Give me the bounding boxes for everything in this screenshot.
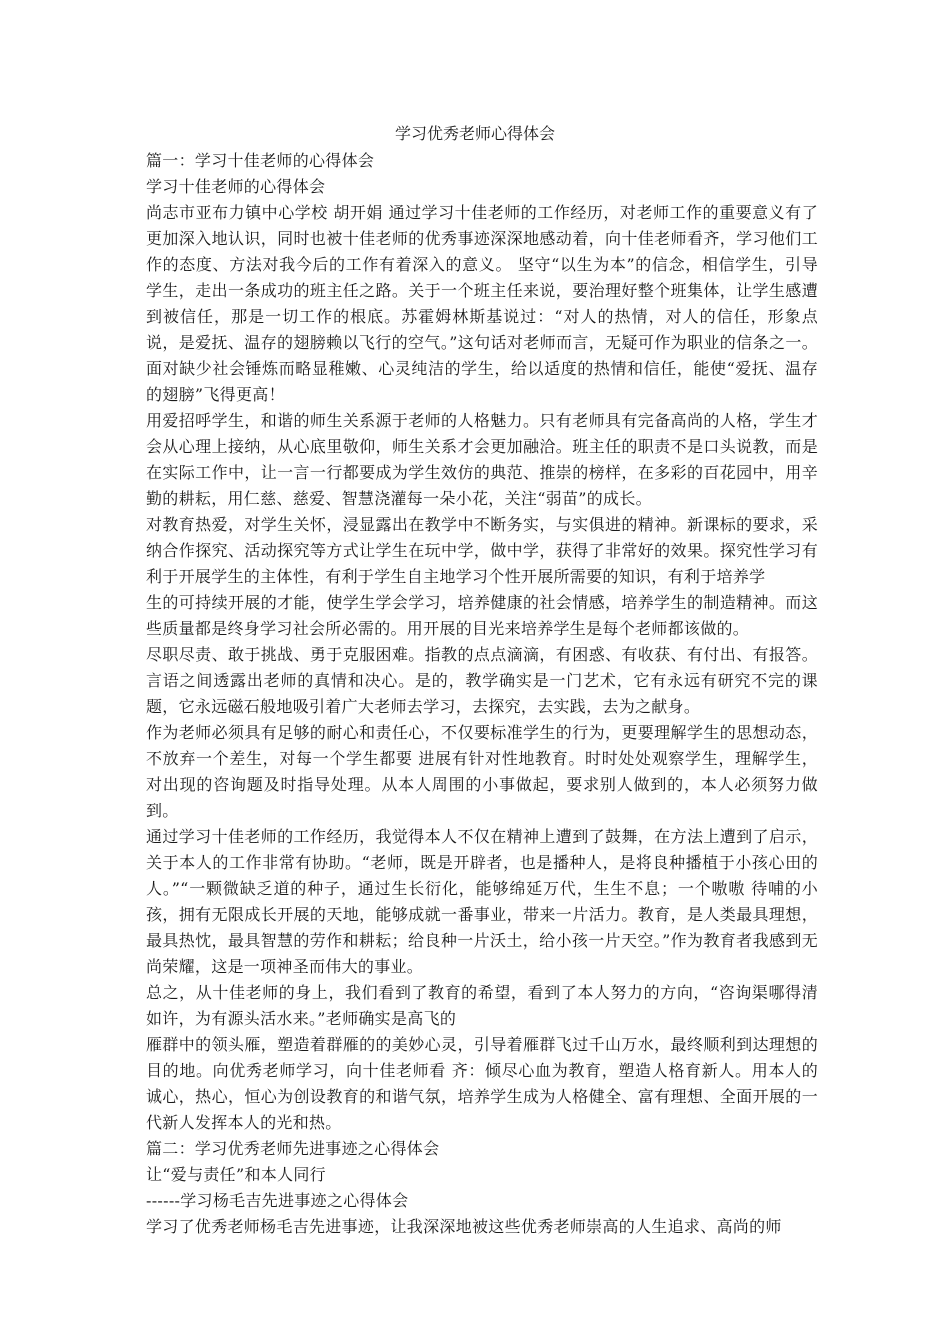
paragraph: 作为老师必须具有足够的耐心和责任心，不仅要标准学生的行为，更要理解学生的思想动态，不放弃一个差生，对每一个学生都要 进展有针对性地教育。时时处处观察学生，理解学生，对出现的咨询题及时指导处理。从本人周围的小事做起，要求别人做到的，本人必须努力做到。 xyxy=(146,723,818,820)
article-title: 让“爱与责任”和本人同行 xyxy=(146,1165,326,1184)
paragraph: 用爱招呼学生，和谐的师生关系源于老师的人格魅力。只有老师具有完备高尚的人格，学生才会从心理上接纳，从心底里敬仰，师生关系才会更加融洽。班主任的职责不是口头说教，而是在实际工作中，让一言一行都要成为学生效仿的典范、推崇的榜样，在多彩的百花园中，用辛勤的耕耘，用仁慈、慈爱、智慧浇灌每一朵小花，关注“弱苗”的成长。 xyxy=(146,411,818,508)
paragraph: 尽职尽责、敢于挑战、勇于克服困难。指教的点点滴滴，有困惑、有收获、有付出、有报答。言语之间透露出老师的真情和决心。是的，教学确实是一门艺术，它有永远有研究不完的课题，它永远磁石般地吸引着广大老师去学习，去探究，去实践，去为之献身。 xyxy=(146,645,818,716)
paragraph: 学习了优秀老师杨毛吉先进事迹，让我深深地被这些优秀老师崇高的人生追求、高尚的师 xyxy=(146,1217,782,1236)
section-heading: 篇一：学习十佳老师的心得体会 xyxy=(146,151,375,170)
paragraph: 尚志市亚布力镇中心学校 胡开娟 通过学习十佳老师的工作经历，对老师工作的重要意义有了更加深入地认识，同时也被十佳老师的优秀事迹深深地感动着，向十佳老师看齐，学习他们工作的态度、方法对我今后的工作有着深入的意义。 坚守“以生为本”的信念，相信学生，引导学生，走出一条成功的班主任之路。关于一个班主任来说，要治理好整个班集体，让学生感遭到被信任，那是一切工作的根底。苏霍姆林斯基说过：“对人的热情，对人的信任，形象点说，是爱抚、温存的翅膀赖以飞行的空气。”这句话对老师而言，无疑可作为职业的信条之一。面对缺少社会锤炼而略显稚嫩、心灵纯洁的学生，给以适度的热情和信任，能使“爱抚、温存的翅膀”飞得更高！ xyxy=(146,203,818,404)
paragraph: 对教育热爱，对学生关怀，浸显露出在教学中不断务实，与实俱进的精神。新课标的要求，采纳合作探究、活动探究等方式让学生在玩中学，做中学，获得了非常好的效果。探究性学习有利于开展学生的主体性，有利于学生自主地学习个性开展所需要的知识，有利于培养学 xyxy=(146,515,818,586)
paragraph: 生的可持续开展的才能，使学生学会学习，培养健康的社会情感，培养学生的制造精神。而这些质量都是终身学习社会所必需的。用开展的目光来培养学生是每个老师都该做的。 xyxy=(146,593,818,638)
paragraph: 雁群中的领头雁，塑造着群雁的的美妙心灵，引导着雁群飞过千山万水，最终顺利到达理想的目的地。向优秀老师学习，向十佳老师看 齐：倾尽心血为教育，塑造人格育新人。用本人的诚心，热心，恒心为创设教育的和谐气氛，培养学生成为人格健全、富有理想、全面开展的一代新人发挥本人的光和热。 xyxy=(146,1035,818,1132)
article-title: 学习十佳老师的心得体会 xyxy=(146,177,326,196)
document-title: 学习优秀老师心得体会 xyxy=(394,124,555,143)
section-heading: 篇二：学习优秀老师先进事迹之心得体会 xyxy=(146,1139,440,1158)
article-subtitle: ------学习杨毛吉先进事迹之心得体会 xyxy=(146,1191,409,1210)
paragraph: 通过学习十佳老师的工作经历，我觉得本人不仅在精神上遭到了鼓舞，在方法上遭到了启示，关于本人的工作非常有协助。“老师，既是开辟者，也是播种人，是将良种播植于小孩心田的人。”“一颗微缺乏道的种子，通过生长衍化，能够绵延万代，生生不息；一个嗷嗷 待哺的小孩，拥有无限成长开展的天地，能够成就一番事业，带来一片活力。教育，是人类最具理想，最具热忱，最具智慧的劳作和耕耘；给良种一片沃土，给小孩一片天空。”作为教育者我感到无尚荣耀，这是一项神圣而伟大的事业。 xyxy=(146,827,818,976)
paragraph: 总之，从十佳老师的身上，我们看到了教育的希望，看到了本人努力的方向，“咨询渠哪得清如许，为有源头活水来。”老师确实是高飞的 xyxy=(146,983,818,1028)
document-body xyxy=(146,148,818,1240)
